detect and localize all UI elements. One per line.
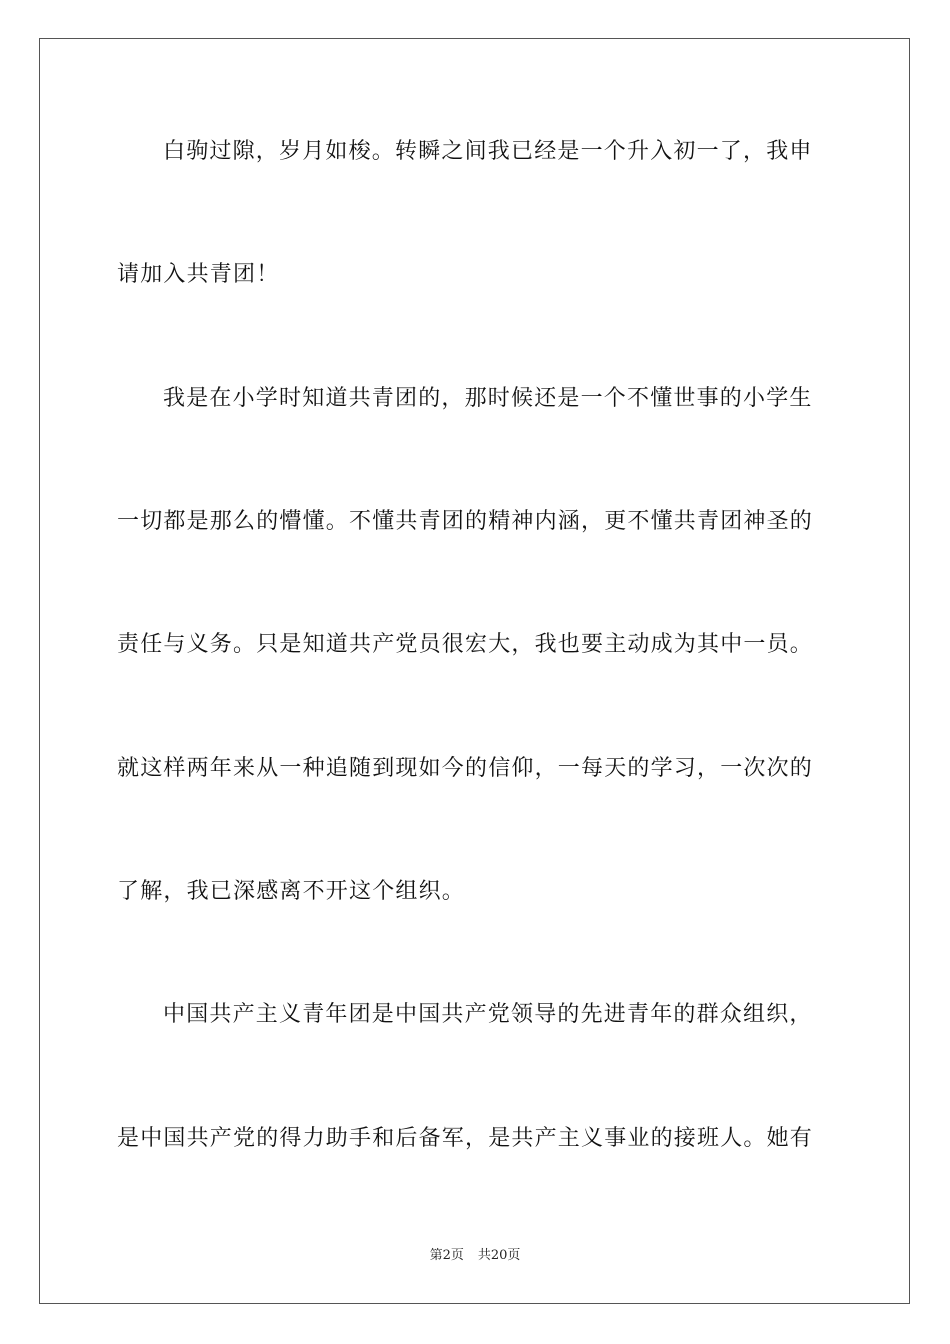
paragraph-2-line-1: 我是在小学时知道共青团的，那时候还是一个不懂世事的小学生 xyxy=(163,386,813,411)
paragraph-2-line-3: 责任与义务。只是知道共产党员很宏大，我也要主动成为其中一员。 xyxy=(117,632,814,657)
paragraph-2-line-4: 就这样两年来从一种追随到现如今的信仰，一每天的学习，一次次的 xyxy=(117,756,814,781)
page-border xyxy=(39,38,910,1304)
total-pages: 共20页 xyxy=(477,1248,521,1263)
paragraph-3-line-1: 中国共产主义青年团是中国共产党领导的先进青年的群众组织， xyxy=(163,1002,813,1027)
paragraph-1-line-2: 请加入共青团！ xyxy=(117,262,280,287)
paragraph-2-line-2: 一切都是那么的懵懂。不懂共青团的精神内涵，更不懂共青团神圣的 xyxy=(117,509,814,534)
page-footer xyxy=(0,1246,950,1266)
paragraph-2-line-5: 了解，我已深感离不开这个组织。 xyxy=(117,879,466,904)
paragraph-3-line-2: 是中国共产党的得力助手和后备军，是共产主义事业的接班人。她有 xyxy=(117,1126,814,1151)
paragraph-1-line-1: 白驹过隙，岁月如梭。转瞬之间我已经是一个升入初一了，我申 xyxy=(163,139,813,164)
page-number: 第2页 xyxy=(429,1248,464,1263)
